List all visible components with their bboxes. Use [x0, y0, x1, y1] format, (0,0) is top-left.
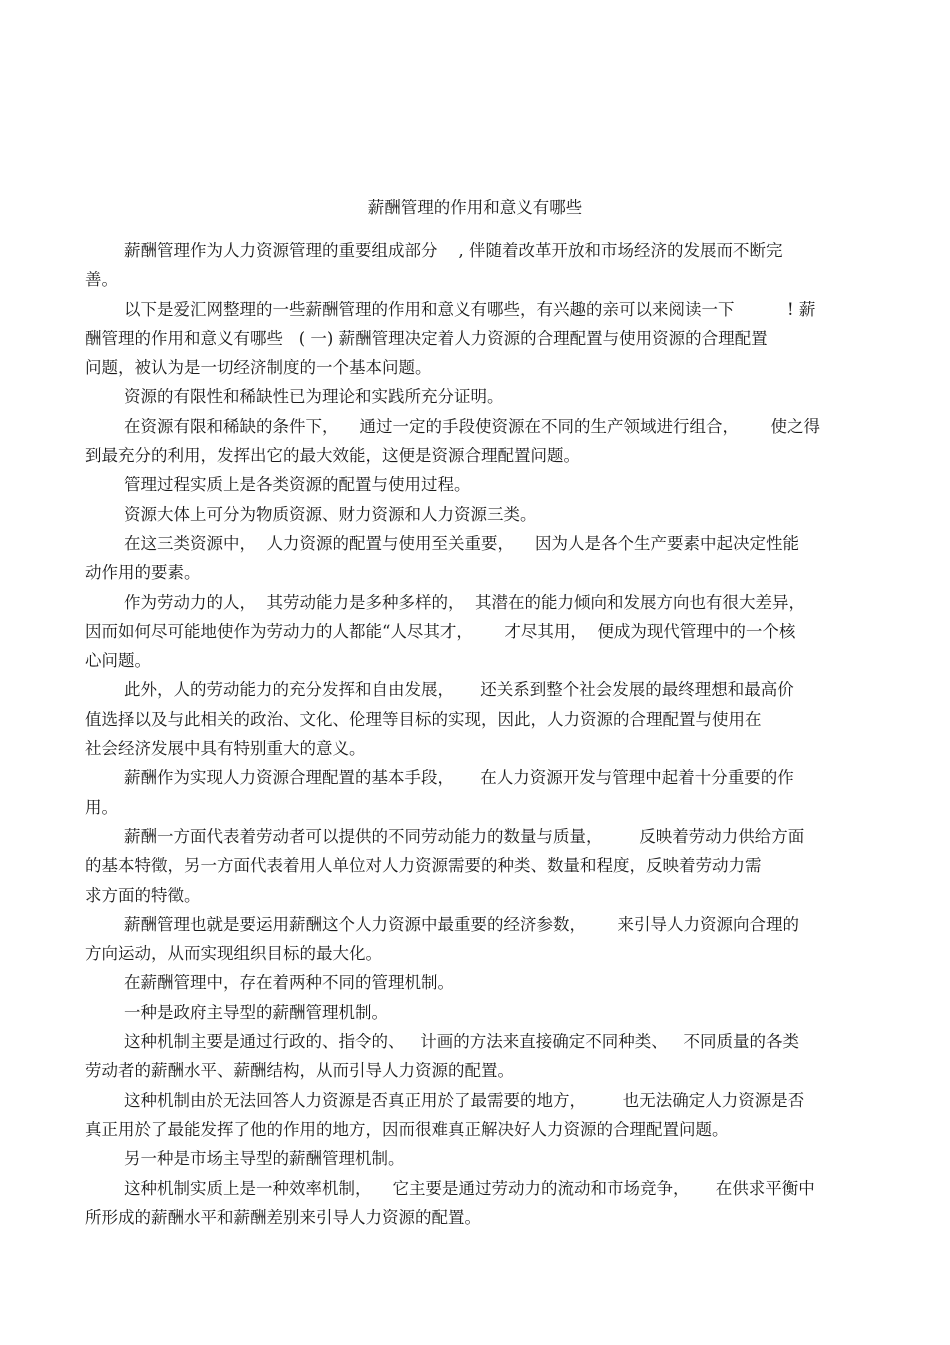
text-line: 薪酬管理也就是要运用薪酬这个人力资源中最重要的经济参数， 来引导人力资源向合理的	[124, 914, 799, 934]
text-line: 另一种是市场主导型的薪酬管理机制。	[124, 1149, 405, 1169]
text-line: 社会经济发展中具有特别重大的意义。	[85, 739, 366, 759]
text-line: 这种机制实质上是一种效率机制， 它主要是通过劳动力的流动和市场竞争， 在供求平衡中	[124, 1178, 815, 1198]
text-line: 因而如何尽可能地使作为劳动力的人都能“人尽其才， 才尽其用， 便成为现代管理中的一个核	[85, 621, 796, 641]
text-line: 资源的有限性和稀缺性已为理论和实践所充分证明。	[124, 387, 504, 407]
text-line: 资源大体上可分为物质资源、财力资源和人力资源三类。	[124, 504, 537, 524]
text-line: 这种机制由於无法回答人力资源是否真正用於了最需要的地方， 也无法确定人力资源是否	[124, 1090, 805, 1110]
text-line: 管理过程实质上是各类资源的配置与使用过程。	[124, 475, 471, 495]
text-line: 一种是政府主导型的薪酬管理机制。	[124, 1002, 388, 1022]
text-line: 这种机制主要是通过行政的、指令的、 计画的方法来直接确定不同种类、 不同质量的各类	[124, 1032, 799, 1052]
text-line: 值选择以及与此相关的政治、文化、伦理等目标的实现，因此，人力资源的合理配置与使用在	[85, 709, 762, 729]
text-line: 酬管理的作用和意义有哪些 ( 一) 薪酬管理决定着人力资源的合理配置与使用资源的合理配置	[85, 328, 768, 348]
text-line: 在薪酬管理中，存在着两种不同的管理机制。	[124, 973, 454, 993]
text-line: 劳动者的薪酬水平、薪酬结构，从而引导人力资源的配置。	[85, 1061, 514, 1081]
text-line: 的基本特徵，另一方面代表着用人单位对人力资源需要的种类、数量和程度，反映着劳动力需	[85, 856, 762, 876]
text-line: 问题，被认为是一切经济制度的一个基本问题。	[85, 358, 432, 378]
text-line: 以下是爱汇网整理的一些薪酬管理的作用和意义有哪些，有兴趣的亲可以来阅读一下 ! 薪	[124, 299, 816, 319]
text-line: 在这三类资源中， 人力资源的配置与使用至关重要， 因为人是各个生产要素中起决定性能	[124, 533, 799, 553]
text-line: 善。	[85, 270, 118, 290]
text-line: 薪酬管理作为人力资源管理的重要组成部分 , 伴随着改革开放和市场经济的发展而不断完	[124, 241, 783, 260]
text-line: 求方面的特徵。	[85, 885, 201, 905]
text-line: 作为劳动力的人， 其劳动能力是多种多样的， 其潜在的能力倾向和发展方向也有很大差异，	[124, 592, 805, 612]
text-line: 心问题。	[85, 651, 151, 671]
text-line: 到最充分的利用，发挥出它的最大效能，这便是资源合理配置问题。	[85, 446, 580, 466]
text-line: 薪酬作为实现人力资源合理配置的基本手段， 在人力资源开发与管理中起着十分重要的作	[124, 768, 794, 788]
text-line: 此外，人的劳动能力的充分发挥和自由发展， 还关系到整个社会发展的最终理想和最高价	[124, 680, 794, 700]
document-body	[85, 236, 865, 1232]
text-line: 方向运动，从而实现组织目标的最大化。	[85, 944, 382, 964]
text-line: 在资源有限和稀缺的条件下， 通过一定的手段使资源在不同的生产领域进行组合， 使之得	[124, 416, 820, 436]
text-line: 真正用於了最能发挥了他的作用的地方，因而很难真正解决好人力资源的合理配置问题。	[85, 1119, 729, 1139]
text-line: 用。	[85, 797, 118, 817]
text-line: 薪酬一方面代表着劳动者可以提供的不同劳动能力的数量与质量， 反映着劳动力供给方面	[124, 826, 805, 846]
document-title: 薪酬管理的作用和意义有哪些	[367, 198, 583, 217]
text-line: 所形成的薪酬水平和薪酬差别来引导人力资源的配置。	[85, 1207, 481, 1227]
text-line: 动作用的要素。	[85, 563, 201, 583]
